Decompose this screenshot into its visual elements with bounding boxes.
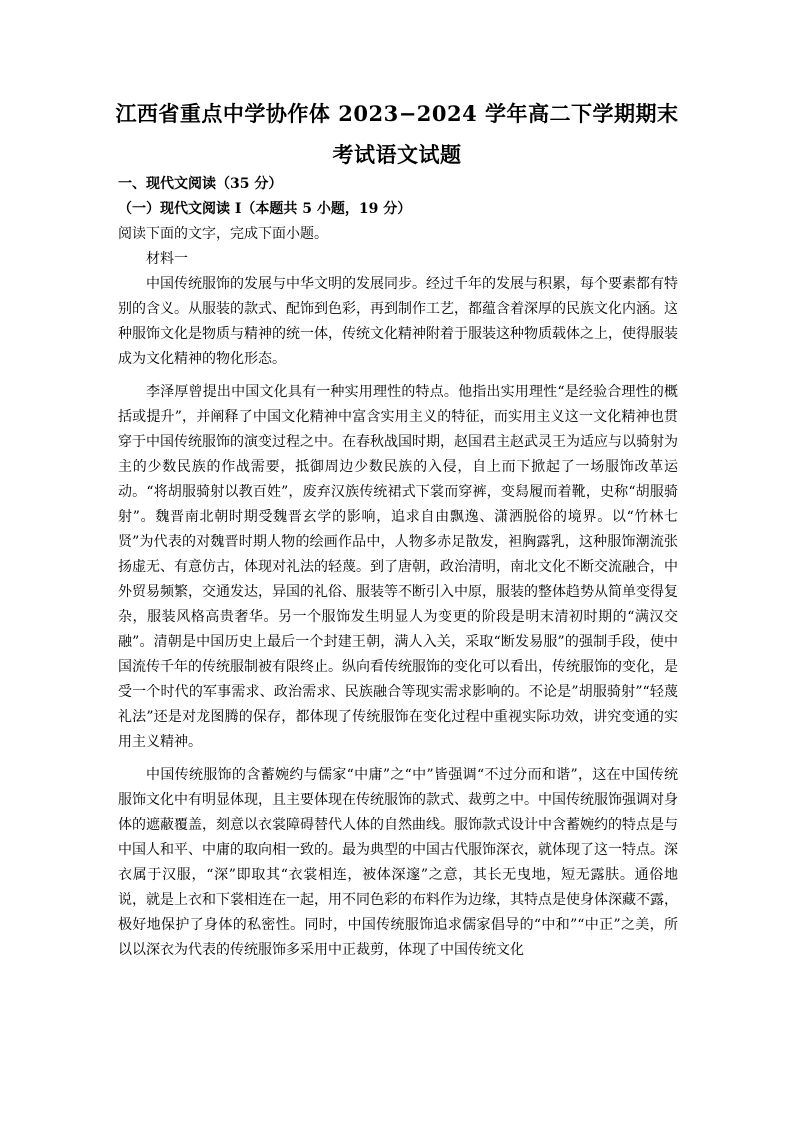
paragraph-2: 李泽厚曾提出中国文化具有一种实用理性的特点。他指出实用理性“是经验合理性的概括或提升”，并阐释了中国文化精神中富含实用主义的特征，而实用主义这一文化精神也贯穿于中国传统服饰的演变过程之中。在春秋战国时期，赵国君主赵武灵王为适应与以骑射为主的少数民族的作战需要，抵御周边少数民族的入侵，自上而下掀起了一场服饰改革运动。“将胡服骑射以教百姓”，废弃汉族传统裙式下裳而穿裤，变舄履而着靴，史称“胡服骑射”。魏晋南北朝时期受魏晋玄学的影响，追求自由飘逸、潇洒脱俗的境界。以“竹林七贤”为代表的对魏晋时期人物的绘画作品中，人物多赤足散发，袒胸露乳，这种服饰潮流张扬虚无、有意仿古，体现对礼法的轻蔑。到了唐朝，政治清明，南北文化不断交流融合，中外贸易频繁，交通发达，异国的礼俗、服装等不断引入中原，服装的整体趋势从简单变得复杂，服装风格高贵奢华。另一个服饰发生明显人为变更的阶段是明末清初时期的“满汉交融”。清朝是中国历史上最后一个封建王朝，满人入关，采取“断发易服”的强制手段，使中国流传千年的传统服制被有限终止。纵向看传统服饰的变化可以看出，传统服饰的变化，是受一个时代的军事需求、政治需求、民族融合等现实需求影响的。不论是”胡服骑射”“轻蔑礼法”还是对龙图腾的保存，都体现了传统服饰在变化过程中重视实际功效，讲究变通的实用主义精神。 xyxy=(118,384,678,750)
section-heading: 一、现代文阅读（35 分） xyxy=(118,176,283,192)
document-body xyxy=(118,172,678,963)
instruction-text: 阅读下面的文字，完成下面小题。 xyxy=(118,226,328,242)
material-label: 材料一 xyxy=(146,251,188,267)
paragraph-3: 中国传统服饰的含蓄婉约与儒家“中庸”之“中”皆强调“不过分而和谐”，这在中国传统服饰文化中有明显体现，且主要体现在传统服饰的款式、裁剪之中。中国传统服饰强调对身体的遮蔽覆盖，刻意以衣裳障碍替代人体的自然曲线。服饰款式设计中含蓄婉约的特点是与中国人和平、中庸的取向相一致的。最为典型的中国古代服饰深衣，就体现了这一特点。深衣属于汉服，“深”即取其“衣裳相连，被体深邃”之意，其长无曳地，短无露肤。通俗地说，就是上衣和下裳相连在一起，用不同色彩的布料作为边缘，其特点是使身体深藏不露，极好地保护了身体的私密性。同时，中国传统服饰追求儒家倡导的“中和”“中正”之美，所以以深衣为代表的传统服饰多采用中正裁剪，体现了中国传统文化 xyxy=(118,767,678,958)
paragraph-1: 中国传统服饰的发展与中华文明的发展同步。经过千年的发展与积累，每个要素都有特别的含义。从服装的款式、配饰到色彩，再到制作工艺，都蕴含着深厚的民族文化内涵。这种服饰文化是物质与精神的统一体，传统文化精神附着于服装这种物质载体之上，使得服装成为文化精神的物化形态。 xyxy=(118,276,678,367)
document-title-line-2: 考试语文试题 xyxy=(332,142,462,167)
subsection-heading: （一）现代文阅读 I（本题共 5 小题，19 分） xyxy=(118,201,412,217)
document-title-line-1: 江西省重点中学协作体 2023−2024 学年高二下学期期末 xyxy=(115,101,679,126)
